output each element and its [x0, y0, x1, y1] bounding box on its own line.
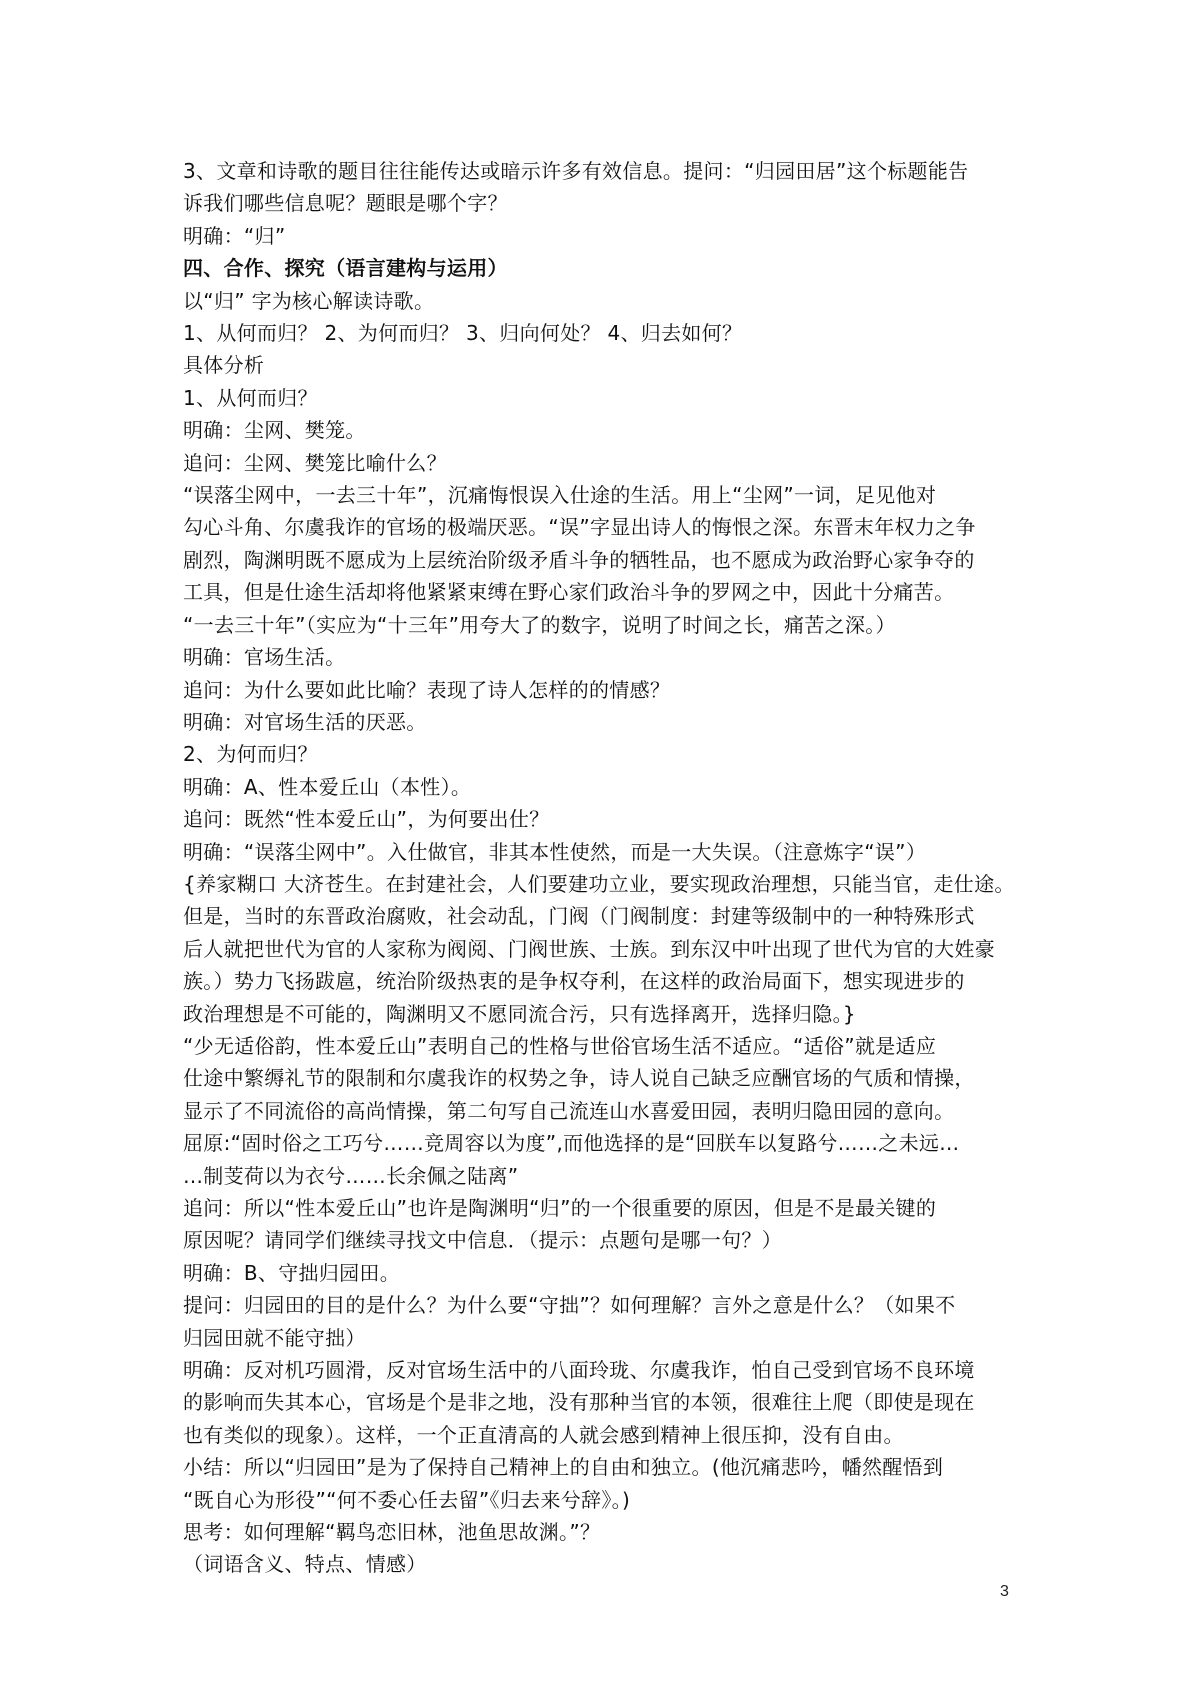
text-line: “误落尘网中，一去三十年”，沉痛悔恨误入仕途的生活。用上“尘网”一词，足见他对	[183, 483, 937, 508]
text-line: 明确：对官场生活的厌恶。	[183, 709, 427, 734]
text-line: 仕途中繁缛礼节的限制和尔虞我诈的权势之争，诗人说自己缺乏应酬官场的气质和情操，	[183, 1066, 975, 1091]
text-line: 工具，但是仕途生活却将他紧紧束缚在野心家们政治斗争的罗网之中，因此十分痛苦。	[183, 580, 955, 605]
text-line: （词语含义、特点、情感）	[183, 1552, 427, 1577]
text-line: {养家糊口 大济苍生。在封建社会，人们要建功立业，要实现政治理想，只能当官，走仕途。	[183, 871, 1015, 896]
text-line: 明确：尘网、樊笼。	[183, 418, 366, 443]
text-line: 勾心斗角、尔虞我诈的官场的极端厌恶。“误”字显出诗人的悔恨之深。东晋末年权力之争	[183, 515, 976, 540]
text-line: 归园田就不能守拙）	[183, 1325, 366, 1350]
text-line: 显示了不同流俗的高尚情操，第二句写自己流连山水喜爱田园，表明归隐田园的意向。	[183, 1098, 955, 1123]
text-line: 追问：尘网、樊笼比喻什么？	[183, 450, 447, 475]
text-line: 2、为何而归？	[183, 742, 318, 767]
text-line: 以“归” 字为核心解读诗歌。	[183, 288, 435, 313]
text-line: 但是，当时的东晋政治腐败，社会动乱，门阀（门阀制度：封建等级制中的一种特殊形式	[183, 904, 975, 929]
text-line: “一去三十年”（实应为“十三年”用夸大了的数字，说明了时间之长，痛苦之深。）	[183, 612, 896, 637]
text-line: 明确：反对机巧圆滑，反对官场生活中的八面玲珑、尔虞我诈，怕自己受到官场不良环境	[183, 1358, 975, 1383]
text-line: 屈原:“固时俗之工巧兮……竞周容以为度”,而他选择的是“回朕车以复路兮……之未远…	[183, 1131, 960, 1156]
text-line: 明确：“误落尘网中”。入仕做官，非其本性使然，而是一大失误。（注意炼字“误”）	[183, 839, 927, 864]
text-line: 提问：归园田的目的是什么？为什么要“守拙”？如何理解？言外之意是什么？（如果不	[183, 1293, 956, 1318]
text-line: 3、文章和诗歌的题目往往能传达或暗示许多有效信息。提问：“归园田居”这个标题能告	[183, 159, 969, 183]
text-line: 1、从何而归？	[183, 385, 318, 410]
text-line: 1、从何而归？ 2、为何而归？ 3、归向何处？ 4、归去如何？	[183, 321, 743, 346]
text-line: 政治理想是不可能的，陶渊明又不愿同流合污，只有选择离开，选择归隐。}	[183, 1001, 856, 1026]
text-line: “少无适俗韵，性本爱丘山”表明自己的性格与世俗官场生活不适应。“适俗”就是适应	[183, 1033, 937, 1058]
text-line: 具体分析	[183, 353, 265, 378]
text-line: “既自心为形役”“何不委心任去留”《归去来兮辞》。)	[183, 1487, 631, 1512]
page-number: 3	[1000, 1583, 1009, 1600]
text-line: 明确：“归”	[183, 223, 286, 248]
text-line: 思考：如何理解“羁鸟恋旧林，池鱼思故渊。”？	[183, 1520, 601, 1545]
text-line: 明确：官场生活。	[183, 645, 346, 670]
text-line: 追问：所以“性本爱丘山”也许是陶渊明“归”的一个很重要的原因，但是不是最关键的	[183, 1196, 937, 1220]
text-line: 明确：B、守拙归园田。	[183, 1260, 401, 1285]
text-line: 的影响而失其本心，官场是个是非之地，没有那种当官的本领，很难往上爬（即使是现在	[183, 1390, 975, 1415]
text-line: 后人就把世代为官的人家称为阀阅、门阀世族、士族。到东汉中叶出现了世代为官的大姓豪	[183, 936, 995, 961]
section-heading: 四、合作、探究（语言建构与运用）	[183, 256, 508, 281]
text-line: 追问：为什么要如此比喻？表现了诗人怎样的的情感？	[183, 677, 671, 702]
text-line: 原因呢？请同学们继续寻找文中信息．（提示：点题句是哪一句？）	[183, 1228, 782, 1253]
text-line: 明确：A、性本爱丘山（本性）。	[183, 774, 472, 799]
text-line: 追问：既然“性本爱丘山”，为何要出仕？	[183, 807, 550, 832]
text-line: 族。）势力飞扬跋扈，统治阶级热衷的是争权夺利，在这样的政治局面下，想实现进步的	[183, 969, 965, 994]
text-line: …制芰荷以为衣兮……长余佩之陆离”	[183, 1163, 519, 1188]
text-line: 剧烈，陶渊明既不愿成为上层统治阶级矛盾斗争的牺牲品，也不愿成为政治野心家争夺的	[183, 547, 975, 572]
text-line: 也有类似的现象）。这样，一个正直清高的人就会感到精神上很压抑，没有自由。	[183, 1422, 904, 1447]
page-body	[183, 155, 1013, 1581]
text-line: 诉我们哪些信息呢？题眼是哪个字？	[183, 191, 508, 216]
text-line: 小结：所以“归园田”是为了保持自己精神上的自由和独立。(他沉痛悲吟，幡然醒悟到	[183, 1455, 944, 1480]
